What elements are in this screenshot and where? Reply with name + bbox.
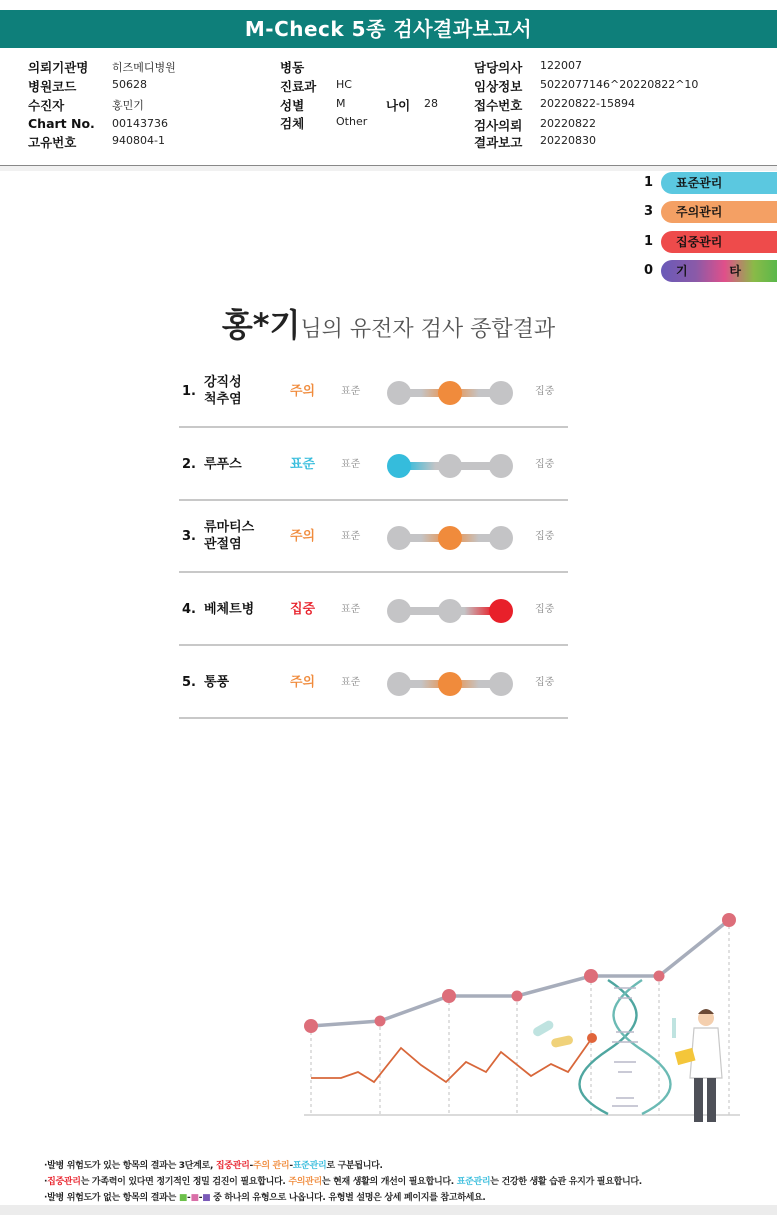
risk-level-dot [489, 454, 513, 478]
risk-level-marker [438, 381, 462, 405]
risk-level-dot [489, 381, 513, 405]
scale-high-label: 집중 [535, 677, 555, 688]
info-label-specimen: 검체 [280, 116, 305, 131]
legend-etc-label-a: 기 [676, 264, 688, 278]
info-value-age: 28 [424, 97, 438, 110]
risk-level-dot [387, 599, 411, 623]
footnote-segment: ·발병 위험도가 없는 항목의 결과는 [44, 1193, 179, 1203]
risk-level-track [385, 671, 515, 697]
risk-level-marker [489, 599, 513, 623]
info-label-sex: 성별 [280, 98, 305, 113]
summary-headline [0, 300, 777, 346]
risk-level-marker [438, 672, 462, 696]
risk-level-track [385, 453, 515, 479]
info-value-doctor: 122007 [540, 59, 582, 72]
info-label-chart-no: Chart No. [28, 116, 95, 131]
scale-high-label: 집중 [535, 386, 555, 397]
info-value-institution: 히즈메디병원 [112, 61, 176, 74]
info-label-doctor: 담당의사 [474, 60, 523, 75]
footnote-2 [44, 1174, 764, 1190]
info-label-hospital-code: 병원코드 [28, 79, 77, 94]
bottom-bar [0, 1205, 777, 1215]
legend-caution [644, 201, 777, 223]
result-index: 5. [182, 675, 196, 690]
scale-high-label: 집중 [535, 459, 555, 470]
footnote-segment: - [289, 1161, 293, 1171]
legend-caution-count: 3 [644, 204, 654, 219]
footnote-segment: 로 구분됩니다. [326, 1161, 383, 1171]
patient-info-panel [0, 56, 777, 166]
scale-low-label: 표준 [341, 531, 361, 542]
info-label-unique-no: 고유번호 [28, 135, 77, 150]
footnote-segment: ■ [178, 1193, 188, 1203]
legend-etc [644, 260, 777, 282]
headline-patient-name: 홍*기 [221, 306, 301, 344]
info-label-request-date: 검사의뢰 [474, 118, 523, 133]
result-row [179, 356, 568, 428]
info-value-hospital-code: 50628 [112, 78, 147, 91]
result-disease-name: 베체트병 [204, 601, 255, 617]
scale-high-label: 집중 [535, 604, 555, 615]
result-disease-name: 루푸스 [204, 456, 242, 472]
result-disease-name: 통풍 [204, 674, 230, 690]
footnote-segment: 표준관리 [292, 1161, 327, 1171]
info-label-receipt-no: 접수번호 [474, 98, 523, 113]
legend-standard [644, 172, 777, 194]
info-value-report-date: 20220830 [540, 134, 596, 147]
info-value-clinical: 5022077146^20220822^10 [540, 78, 699, 91]
legend-caution-label: 주의관리 [661, 201, 777, 223]
result-disease-name: 류마티스 관절염 [204, 520, 255, 552]
risk-level-dot [387, 526, 411, 550]
info-value-sex: M [336, 97, 346, 110]
headline-text: 님의 유전자 검사 종합결과 [300, 317, 556, 342]
info-value-patient: 홍민기 [112, 99, 144, 112]
result-row [179, 574, 568, 646]
illustration-zigzag-end [587, 1033, 597, 1043]
risk-level-dot [387, 381, 411, 405]
scale-low-label: 표준 [341, 459, 361, 470]
legend-standard-label: 표준관리 [661, 172, 777, 194]
risk-level-marker [438, 526, 462, 550]
footnote-segment: ·발병 위험도가 있는 항목의 결과는 3단계로, [44, 1161, 216, 1171]
info-value-chart-no: 00143736 [112, 117, 168, 130]
info-label-department: 진료과 [280, 79, 317, 94]
info-label-patient: 수진자 [28, 98, 65, 113]
footnote-segment: 는 건강한 생활 습관 유지가 필요합니다. [490, 1177, 642, 1187]
risk-level-track [385, 380, 515, 406]
info-value-department: HC [336, 78, 352, 91]
result-status: 주의 [290, 529, 316, 544]
info-label-report-date: 결과보고 [474, 135, 523, 150]
result-index: 2. [182, 457, 196, 472]
info-value-unique-no: 940804-1 [112, 134, 165, 147]
footnotes [44, 1158, 764, 1206]
growth-chart-illustration [296, 900, 756, 1140]
legend-etc-count: 0 [644, 263, 654, 278]
illustration-capsules [531, 1019, 573, 1048]
risk-level-dot [489, 526, 513, 550]
scientist-icon [672, 1009, 722, 1122]
legend-standard-count: 1 [644, 175, 654, 190]
info-value-request-date: 20220822 [540, 117, 596, 130]
footnote-segment: 집중관리 [215, 1161, 250, 1171]
legend-etc-label-b: 타 [729, 264, 741, 278]
result-status: 주의 [290, 384, 316, 399]
scale-low-label: 표준 [341, 386, 361, 397]
result-disease-name: 강직성 척추염 [204, 375, 242, 407]
risk-level-track [385, 525, 515, 551]
scale-high-label: 집중 [535, 531, 555, 542]
footnote-segment: 중 하나의 유형으로 나옵니다. 유형별 설명은 상세 페이지를 참고하세요. [210, 1193, 486, 1203]
info-label-age: 나이 [386, 98, 411, 113]
risk-level-dot [489, 672, 513, 696]
footnote-segment: - [198, 1193, 203, 1203]
footnote-segment: 표준관리 [456, 1177, 491, 1187]
footnote-segment: 는 가족력이 있다면 정기적인 정밀 검진이 필요합니다. [80, 1177, 289, 1187]
footnote-segment: 주의 관리 [252, 1161, 290, 1171]
illustration-trend-line [311, 920, 729, 1026]
result-index: 4. [182, 602, 196, 617]
risk-level-track [385, 598, 515, 624]
footnote-segment: ■ [190, 1193, 199, 1203]
result-status: 주의 [290, 675, 316, 690]
illustration-dashed-lines [311, 920, 729, 1115]
risk-level-dot [438, 454, 462, 478]
result-index: 3. [182, 529, 196, 544]
result-status: 집중 [290, 602, 316, 617]
info-value-receipt-no: 20220822-15894 [540, 97, 635, 110]
result-row [179, 429, 568, 501]
scale-low-label: 표준 [341, 677, 361, 688]
info-label-clinical: 임상정보 [474, 79, 523, 94]
footnote-segment: 집중관리 [47, 1177, 81, 1187]
footnote-segment: - [187, 1193, 191, 1203]
result-row [179, 647, 568, 719]
legend-intensive [644, 231, 777, 253]
info-label-institution: 의뢰기관명 [28, 60, 89, 75]
footnote-1 [44, 1158, 764, 1174]
footnote-segment: 는 현재 생활의 개선이 필요합니다. [321, 1177, 457, 1187]
footnote-segment: 주의관리 [288, 1177, 322, 1187]
legend-etc-label [661, 260, 777, 282]
result-index: 1. [182, 384, 196, 399]
legend-intensive-count: 1 [644, 234, 654, 249]
info-value-specimen: Other [336, 115, 368, 128]
footnote-segment: · [44, 1177, 48, 1187]
risk-level-dot [438, 599, 462, 623]
result-status: 표준 [290, 457, 316, 472]
info-label-ward: 병동 [280, 60, 305, 75]
dna-helix-icon [580, 980, 671, 1114]
illustration-zigzag-line [311, 1038, 592, 1082]
footnote-segment: ■ [202, 1193, 211, 1203]
illustration-trend-points [304, 913, 736, 1033]
risk-level-dot [387, 672, 411, 696]
result-row [179, 501, 568, 573]
risk-level-marker [387, 454, 411, 478]
report-title: M-Check 5종 검사결과보고서 [0, 10, 777, 48]
divider-bar [0, 166, 777, 171]
legend-intensive-label: 집중관리 [661, 231, 777, 253]
scale-low-label: 표준 [341, 604, 361, 615]
footnote-segment: - [249, 1161, 253, 1171]
footnote-3 [44, 1190, 764, 1206]
